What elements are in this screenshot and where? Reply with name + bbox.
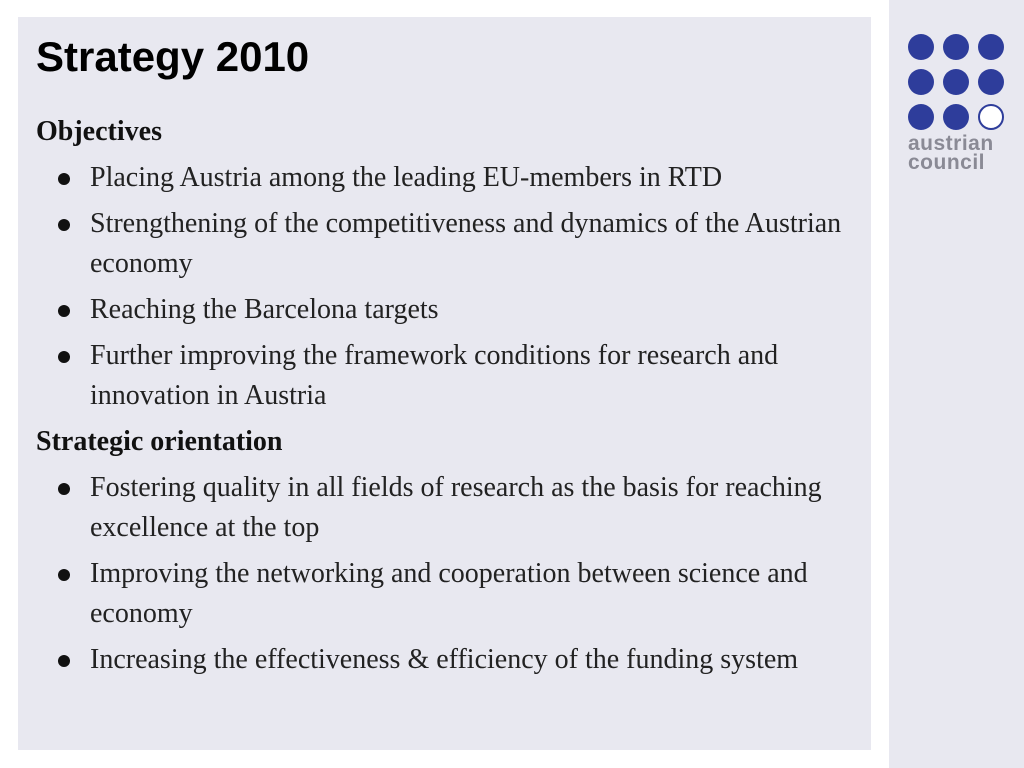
list-item xyxy=(36,204,866,284)
logo-line-1: austrian xyxy=(908,132,994,155)
logo-dot xyxy=(908,104,934,130)
logo-dot xyxy=(908,69,934,95)
bullet-icon xyxy=(58,219,70,231)
section-heading-objectives: Objectives xyxy=(36,116,162,147)
objectives-list xyxy=(36,158,866,416)
austrian-council-logo xyxy=(908,34,1008,172)
list-item-text: Reaching the Barcelona targets xyxy=(90,294,439,325)
bullet-icon xyxy=(58,483,70,495)
logo-dot xyxy=(943,34,969,60)
section-heading-strategic-orientation: Strategic orientation xyxy=(36,426,283,457)
list-item-text: Placing Austria among the leading EU-members in RTD xyxy=(90,162,723,193)
bullet-icon xyxy=(58,173,70,185)
slide-title: Strategy 2010 xyxy=(36,33,310,80)
logo-dot xyxy=(908,34,934,60)
logo-line-2: council xyxy=(908,151,986,174)
list-item-text: Increasing the effectiveness & efficiency of the funding system xyxy=(90,644,799,675)
logo-dot xyxy=(978,69,1004,95)
logo-text xyxy=(908,134,1008,172)
list-item xyxy=(36,158,866,198)
logo-dot xyxy=(978,34,1004,60)
slide-body xyxy=(36,112,866,686)
list-item xyxy=(36,290,866,330)
logo-dot-empty xyxy=(978,104,1004,130)
list-item xyxy=(36,468,866,548)
strategic-orientation-list xyxy=(36,468,866,680)
list-item xyxy=(36,336,866,416)
list-item-text: Strengthening of the competitiveness and dynamics of the Austrian economy xyxy=(90,208,842,279)
logo-dot xyxy=(943,104,969,130)
list-item-text: Further improving the framework conditions for research and innovation in Austria xyxy=(90,340,779,411)
bullet-icon xyxy=(58,351,70,363)
bullet-icon xyxy=(58,569,70,581)
logo-dots-icon xyxy=(908,34,1008,130)
logo-dot xyxy=(943,69,969,95)
bullet-icon xyxy=(58,655,70,667)
list-item-text: Fostering quality in all fields of research as the basis for reaching excellence at the top xyxy=(90,472,822,543)
list-item xyxy=(36,554,866,634)
bullet-icon xyxy=(58,305,70,317)
list-item xyxy=(36,640,866,680)
list-item-text: Improving the networking and cooperation between science and economy xyxy=(90,558,808,629)
